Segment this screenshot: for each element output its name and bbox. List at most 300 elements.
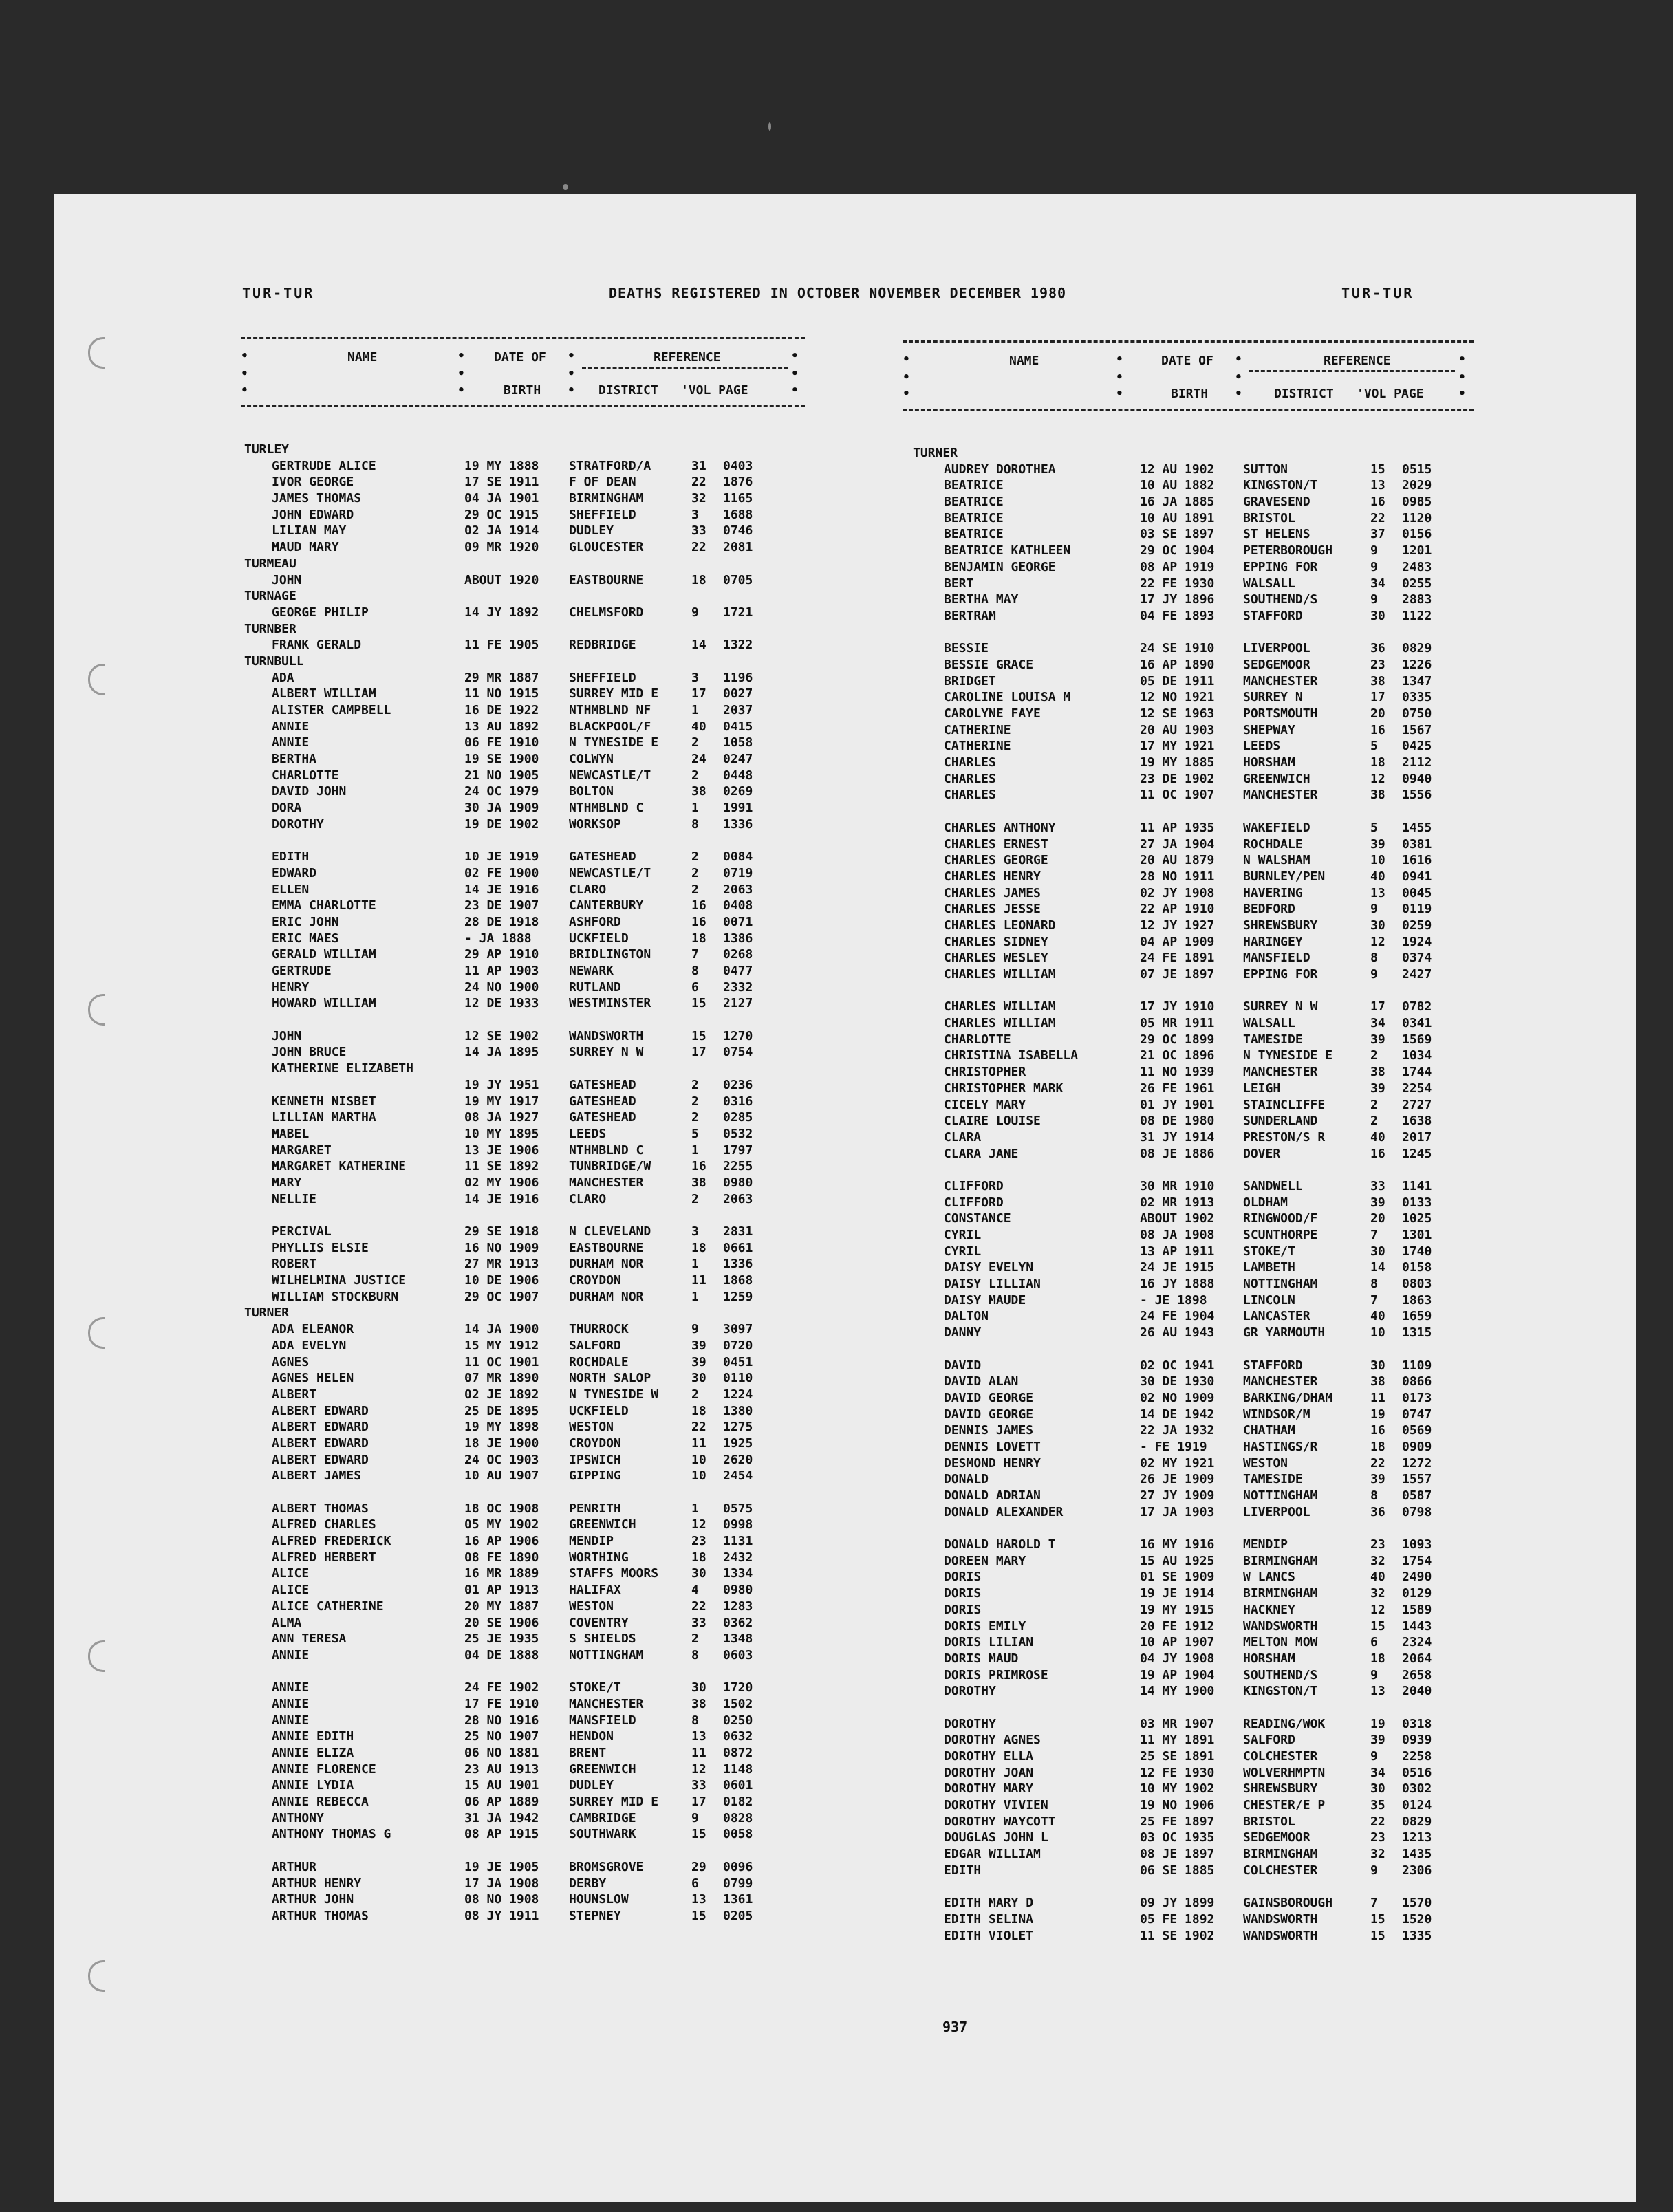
page-ref: 0335 — [1402, 690, 1432, 705]
entry-row — [903, 1895, 1474, 1911]
district: BRISTOL — [1243, 510, 1295, 525]
volume: 8 — [1370, 1488, 1378, 1503]
district: STRATFORD/A — [569, 458, 651, 473]
birth-date: 12 DE 1933 — [464, 996, 539, 1011]
page-ref: 2432 — [723, 1550, 753, 1565]
forenames: CHRISTOPHER MARK — [944, 1081, 1064, 1096]
forenames: JOHN EDWARD — [272, 507, 354, 522]
volume: 10 — [1370, 853, 1385, 868]
district: SURREY N — [1243, 690, 1303, 705]
surname: TURNER — [913, 446, 958, 460]
page-ref: 0341 — [1402, 1016, 1432, 1031]
district: ST HELENS — [1243, 527, 1310, 542]
district: W LANCS — [1243, 1570, 1295, 1585]
entry-row — [903, 689, 1474, 706]
volume: 37 — [1370, 527, 1385, 542]
volume: 19 — [1370, 1407, 1385, 1422]
forenames: ARTHUR — [272, 1859, 317, 1874]
entry-row — [241, 1859, 805, 1876]
forenames: BERTHA — [272, 752, 317, 767]
entry-row — [241, 702, 805, 719]
page-ref: 0705 — [723, 572, 753, 587]
surname-heading — [241, 588, 805, 605]
row-gap — [241, 1843, 805, 1859]
forenames: BESSIE — [944, 641, 989, 656]
entry-row — [903, 576, 1474, 592]
entry-row — [241, 849, 805, 865]
entry-row — [903, 966, 1474, 983]
volume: 1 — [691, 1501, 699, 1516]
volume: 18 — [1370, 1651, 1385, 1666]
district: GATESHEAD — [569, 1077, 636, 1092]
entry-row — [903, 1928, 1474, 1944]
page-ref: 0381 — [1402, 836, 1432, 852]
dot-marker: • — [1235, 387, 1242, 401]
page-ref: 0750 — [1402, 706, 1432, 721]
forenames: ELLEN — [272, 882, 310, 897]
forenames: BERTHA MAY — [944, 592, 1019, 607]
birth-date: - JE 1898 — [1140, 1292, 1207, 1308]
page-ref: 0250 — [723, 1713, 753, 1728]
forenames: CATHERINE — [944, 722, 1011, 737]
district: PORTSMOUTH — [1243, 706, 1318, 721]
volume: 30 — [691, 1371, 706, 1386]
forenames: CLARA JANE — [944, 1146, 1019, 1161]
volume: 2 — [1370, 1114, 1378, 1129]
volume: 22 — [691, 1598, 706, 1614]
volume: 2 — [1370, 1048, 1378, 1063]
entry-row — [903, 1471, 1474, 1488]
birth-date: 30 DE 1930 — [1140, 1374, 1215, 1389]
page-ref: 2029 — [1402, 478, 1432, 493]
birth-date: 26 FE 1961 — [1140, 1081, 1215, 1096]
district: SANDWELL — [1243, 1178, 1303, 1193]
volume: 32 — [1370, 1553, 1385, 1568]
district: N TYNESIDE E — [569, 735, 659, 750]
entry-row — [241, 1044, 805, 1061]
forenames: DORIS PRIMROSE — [944, 1667, 1048, 1682]
district: BOLTON — [569, 784, 614, 799]
page-ref: 1058 — [723, 735, 753, 750]
birth-date: 14 JE 1916 — [464, 1191, 539, 1206]
volume: 9 — [1370, 592, 1378, 607]
forenames: DOROTHY ELLA — [944, 1749, 1034, 1764]
col-name: NAME — [347, 350, 378, 365]
district: EPPING FOR — [1243, 967, 1318, 982]
entry-row — [241, 1501, 805, 1517]
birth-date: 19 SE 1900 — [464, 752, 539, 767]
page-ref: 1270 — [723, 1028, 753, 1043]
page-ref: 1272 — [1402, 1455, 1432, 1471]
district: IPSWICH — [569, 1452, 621, 1467]
volume: 33 — [691, 1615, 706, 1630]
district: SOUTHEND/S — [1243, 592, 1318, 607]
forenames: EDITH VIOLET — [944, 1928, 1034, 1943]
entry-row — [903, 1292, 1474, 1309]
volume: 13 — [691, 1892, 706, 1907]
dot-marker: • — [1116, 352, 1123, 367]
page-ref: 1567 — [1402, 722, 1432, 737]
district: SEDGEMOOR — [1243, 1830, 1310, 1845]
district: SURREY N W — [1243, 999, 1318, 1015]
entry-row — [241, 1256, 805, 1272]
entry-row — [241, 1615, 805, 1631]
entry-row — [241, 979, 805, 996]
forenames: KENNETH NISBET — [272, 1094, 376, 1109]
col-vol-page: 'VOL PAGE — [681, 383, 748, 398]
birth-date: 08 NO 1908 — [464, 1892, 539, 1907]
district: SALFORD — [569, 1338, 621, 1353]
col-reference: REFERENCE — [654, 350, 721, 365]
page-ref: 1570 — [1402, 1896, 1432, 1911]
page-ref: 1520 — [1402, 1911, 1432, 1927]
page-ref: 1226 — [1402, 657, 1432, 672]
page-ref: 2490 — [1402, 1570, 1432, 1585]
district: GAINSBOROUGH — [1243, 1896, 1333, 1911]
page-ref: 2831 — [723, 1224, 753, 1239]
district: ASHFORD — [569, 914, 621, 929]
birth-date: ABOUT 1902 — [1140, 1211, 1215, 1226]
forenames: BRIDGET — [944, 673, 996, 688]
page-ref: 1876 — [723, 475, 753, 490]
volume: 38 — [691, 1175, 706, 1190]
entry-row — [241, 1191, 805, 1208]
entry-row — [241, 1321, 805, 1338]
entry-row — [241, 1387, 805, 1403]
district: SOUTHWARK — [569, 1827, 636, 1842]
entry-row — [241, 605, 805, 621]
forenames: CHRISTOPHER — [944, 1065, 1026, 1080]
entry-row — [241, 1533, 805, 1550]
page-ref: 0182 — [723, 1794, 753, 1810]
volume: 32 — [1370, 1847, 1385, 1862]
district: REDBRIDGE — [569, 638, 636, 653]
district: UCKFIELD — [569, 931, 629, 946]
entry-row — [903, 1569, 1474, 1585]
page-ref: 0980 — [723, 1583, 753, 1598]
birth-date: 08 AP 1915 — [464, 1827, 539, 1842]
forenames: BENJAMIN GEORGE — [944, 559, 1056, 574]
entry-row — [241, 1158, 805, 1175]
volume: 39 — [1370, 1733, 1385, 1748]
district: NTHMBLND NF — [569, 703, 651, 717]
dot-marker: • — [1235, 370, 1242, 384]
birth-date: 04 DE 1888 — [464, 1647, 539, 1662]
row-gap — [903, 625, 1474, 641]
birth-date: 19 MY 1915 — [1140, 1602, 1215, 1617]
district: HARINGEY — [1243, 934, 1303, 949]
page-ref: 1201 — [1402, 543, 1432, 559]
page-ref: 1093 — [1402, 1537, 1432, 1552]
entry-row — [903, 885, 1474, 902]
birth-date: 08 JE 1886 — [1140, 1146, 1215, 1161]
district: HAVERING — [1243, 885, 1303, 900]
entry-row — [903, 820, 1474, 836]
page-ref: 1336 — [723, 1257, 753, 1272]
volume: 2 — [691, 1110, 699, 1125]
forenames: CHARLES — [944, 771, 996, 786]
birth-date: 04 FE 1893 — [1140, 608, 1215, 623]
district: MANSFIELD — [1243, 951, 1310, 966]
district: GATESHEAD — [569, 849, 636, 865]
volume: 23 — [691, 1534, 706, 1549]
birth-date: 12 SE 1902 — [464, 1028, 539, 1043]
page-ref: 0259 — [1402, 918, 1432, 933]
volume: 22 — [691, 1420, 706, 1435]
birth-date: 27 JA 1904 — [1140, 836, 1215, 852]
divider — [903, 409, 1474, 411]
entry-row — [241, 865, 805, 882]
dot-marker: • — [903, 352, 910, 367]
dot-marker: • — [903, 370, 910, 384]
entry-row — [903, 1602, 1474, 1618]
page-ref: 2040 — [1402, 1684, 1432, 1699]
page-ref: 0754 — [723, 1045, 753, 1060]
district: GREENWICH — [569, 1761, 636, 1777]
entry-row — [903, 1667, 1474, 1684]
forenames: ALBERT — [272, 1387, 317, 1402]
birth-date: 28 DE 1918 — [464, 914, 539, 929]
volume: 38 — [1370, 1065, 1385, 1080]
forenames: FRANK GERALD — [272, 638, 362, 653]
birth-date: 28 NO 1911 — [1140, 869, 1215, 884]
forenames: ALBERT EDWARD — [272, 1435, 369, 1451]
birth-date: 19 AP 1904 — [1140, 1667, 1215, 1682]
district: KINGSTON/T — [1243, 478, 1318, 493]
birth-date: 01 AP 1913 — [464, 1583, 539, 1598]
page-ref: 0124 — [1402, 1798, 1432, 1813]
forenames: EDITH — [272, 849, 310, 865]
col-reference: REFERENCE — [1324, 354, 1391, 368]
forenames: ERIC JOHN — [272, 914, 339, 929]
birth-date: 20 AU 1879 — [1140, 853, 1215, 868]
volume: 7 — [1370, 1896, 1378, 1911]
district: RINGWOOD/F — [1243, 1211, 1318, 1226]
volume: 15 — [1370, 1928, 1385, 1943]
forenames: CLIFFORD — [944, 1195, 1004, 1210]
district: THURROCK — [569, 1322, 629, 1337]
forenames — [241, 1077, 464, 1094]
forenames: ANNIE LYDIA — [272, 1778, 354, 1793]
forenames: CYRIL — [944, 1244, 982, 1259]
district: MANCHESTER — [1243, 1065, 1318, 1080]
forenames: WILLIAM STOCKBURN — [272, 1289, 399, 1304]
district: LIVERPOOL — [1243, 1504, 1310, 1519]
birth-date: 03 OC 1935 — [1140, 1830, 1215, 1845]
entry-row — [903, 1113, 1474, 1129]
district: PETERBOROUGH — [1243, 543, 1333, 559]
entry-row — [241, 1631, 805, 1647]
district: STOKE/T — [1243, 1244, 1295, 1259]
entry-row — [903, 1325, 1474, 1341]
forenames: CHARLES GEORGE — [944, 853, 1048, 868]
birth-date: 30 JA 1909 — [464, 801, 539, 816]
page-ref: 1347 — [1402, 673, 1432, 688]
entry-row — [241, 1061, 805, 1077]
district: WORKSOP — [569, 816, 621, 832]
page-ref: 0799 — [723, 1876, 753, 1891]
entry-row — [903, 722, 1474, 739]
district: GATESHEAD — [569, 1094, 636, 1109]
entry-row — [903, 1227, 1474, 1244]
page-ref: 2306 — [1402, 1863, 1432, 1878]
district: CHATHAM — [1243, 1423, 1295, 1438]
birth-date: 03 SE 1897 — [1140, 527, 1215, 542]
page-ref: 1148 — [723, 1761, 753, 1777]
page-ref: 2727 — [1402, 1097, 1432, 1112]
district: S SHIELDS — [569, 1631, 636, 1647]
page-ref: 0909 — [1402, 1439, 1432, 1454]
volume: 11 — [691, 1273, 706, 1288]
forenames: DOROTHY AGNES — [944, 1733, 1041, 1748]
birth-date: 11 AP 1903 — [464, 964, 539, 978]
page-ref: 2483 — [1402, 559, 1432, 574]
birth-date: 10 DE 1906 — [464, 1273, 539, 1288]
birth-date: 11 FE 1905 — [464, 638, 539, 653]
forenames: JOHN BRUCE — [272, 1045, 347, 1060]
birth-date: 19 MY 1917 — [464, 1094, 539, 1109]
birth-date: 02 JE 1892 — [464, 1387, 539, 1402]
page-ref: 0374 — [1402, 951, 1432, 966]
birth-date: 29 OC 1904 — [1140, 543, 1215, 559]
volume: 23 — [1370, 1537, 1385, 1552]
forenames: HOWARD WILLIAM — [272, 996, 376, 1011]
volume: 29 — [691, 1859, 706, 1874]
district: HORSHAM — [1243, 755, 1295, 770]
district: WOLVERHMPTN — [1243, 1765, 1326, 1780]
entry-row — [241, 1745, 805, 1761]
birth-date: 25 NO 1907 — [464, 1729, 539, 1744]
forenames: DESMOND HENRY — [944, 1455, 1041, 1471]
birth-date: 15 AU 1925 — [1140, 1553, 1215, 1568]
forenames: CICELY MARY — [944, 1097, 1026, 1112]
volume: 38 — [691, 784, 706, 799]
entry-row — [241, 1728, 805, 1745]
page-ref: 0451 — [723, 1354, 753, 1369]
birth-date: 02 MR 1913 — [1140, 1195, 1215, 1210]
page-ref: 0247 — [723, 752, 753, 767]
volume: 23 — [1370, 657, 1385, 672]
entry-row — [241, 1565, 805, 1582]
birth-date: 14 JA 1900 — [464, 1322, 539, 1337]
birth-date: 12 NO 1921 — [1140, 690, 1215, 705]
volume: 6 — [691, 1876, 699, 1891]
district: NOTTINGHAM — [1243, 1488, 1318, 1503]
row-gap — [903, 803, 1474, 820]
volume: 2 — [691, 1077, 699, 1092]
forenames: ADA EVELYN — [272, 1338, 347, 1353]
district: BIRMINGHAM — [1243, 1553, 1318, 1568]
forenames: DENNIS LOVETT — [944, 1439, 1041, 1454]
forenames: BEATRICE — [944, 495, 1004, 510]
district: DERBY — [569, 1876, 607, 1891]
birth-date: - JA 1888 — [464, 931, 532, 946]
entry-row — [903, 1211, 1474, 1227]
district: MENDIP — [1243, 1537, 1288, 1552]
entry-row — [241, 946, 805, 963]
forenames: DORA — [272, 801, 302, 816]
entry-row — [903, 1634, 1474, 1651]
volume: 40 — [1370, 1129, 1385, 1145]
district: NEWCASTLE/T — [569, 865, 651, 880]
forenames: CLIFFORD — [944, 1178, 1004, 1193]
page-ref: 1131 — [723, 1534, 753, 1549]
birth-date: 30 MR 1910 — [1140, 1178, 1215, 1193]
volume: 9 — [691, 1810, 699, 1825]
row-gap — [241, 1207, 805, 1224]
surname: TURNBER — [244, 621, 296, 636]
birth-date: 10 AU 1891 — [1140, 510, 1215, 525]
volume: 12 — [691, 1761, 706, 1777]
page-ref: 0532 — [723, 1126, 753, 1141]
birth-date: 26 AU 1943 — [1140, 1325, 1215, 1341]
entry-row — [903, 706, 1474, 722]
page-ref: 2112 — [1402, 755, 1432, 770]
birth-date: 15 AU 1901 — [464, 1778, 539, 1793]
page-ref: 0045 — [1402, 885, 1432, 900]
entry-row — [903, 1488, 1474, 1504]
district: CLARO — [569, 1191, 607, 1206]
district: MANCHESTER — [569, 1175, 644, 1190]
forenames: ANNIE — [272, 1647, 310, 1662]
district: DURHAM NOR — [569, 1257, 644, 1272]
volume: 30 — [1370, 918, 1385, 933]
surname-heading — [241, 442, 805, 458]
page-ref: 2324 — [1402, 1635, 1432, 1650]
entry-row — [241, 1810, 805, 1827]
birth-date: 11 NO 1915 — [464, 686, 539, 702]
birth-date: 08 JA 1908 — [1140, 1228, 1215, 1242]
forenames: DAVID ALAN — [944, 1374, 1019, 1389]
birth-date: 22 AP 1910 — [1140, 902, 1215, 917]
volume: 15 — [691, 1028, 706, 1043]
birth-date: 21 OC 1896 — [1140, 1048, 1215, 1063]
volume: 2 — [691, 849, 699, 865]
district: DUDLEY — [569, 1778, 614, 1793]
page-ref: 2658 — [1402, 1667, 1432, 1682]
volume: 5 — [691, 1126, 699, 1141]
volume: 18 — [691, 931, 706, 946]
page-ref: 1386 — [723, 931, 753, 946]
district: BIRMINGHAM — [1243, 1847, 1318, 1862]
entry-row — [241, 783, 805, 800]
entry-row — [241, 637, 805, 653]
district: N TYNESIDE E — [1243, 1048, 1333, 1063]
volume: 2 — [691, 1631, 699, 1647]
birth-date: 06 NO 1881 — [464, 1746, 539, 1760]
page-ref: 2064 — [1402, 1651, 1432, 1666]
birth-date: 25 JE 1935 — [464, 1631, 539, 1647]
district: NTHMBLND C — [569, 801, 644, 816]
volume: 15 — [691, 996, 706, 1011]
birth-date: 11 AP 1935 — [1140, 820, 1215, 835]
forenames: DORIS — [944, 1586, 982, 1601]
volume: 9 — [691, 1322, 699, 1337]
forenames: DALTON — [944, 1309, 989, 1324]
birth-date: 31 JA 1942 — [464, 1810, 539, 1825]
birth-date: 08 JE 1897 — [1140, 1847, 1215, 1862]
forenames: DORIS MAUD — [944, 1651, 1019, 1666]
district: WALSALL — [1243, 1016, 1295, 1031]
forenames: ALMA — [272, 1615, 302, 1630]
volume: 2 — [691, 735, 699, 750]
district: COLWYN — [569, 752, 614, 767]
entry-row — [241, 1452, 805, 1468]
page-ref: 1336 — [723, 816, 753, 832]
page-ref: 2332 — [723, 979, 753, 995]
volume: 40 — [691, 719, 706, 734]
district: NTHMBLND C — [569, 1142, 644, 1158]
